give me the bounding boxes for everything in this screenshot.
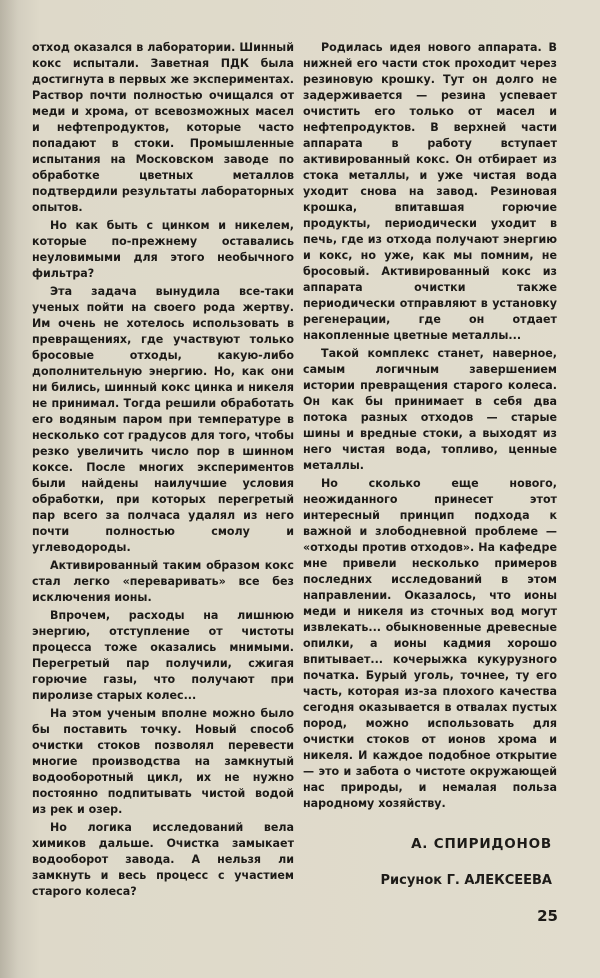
- left-text-column: [32, 40, 294, 902]
- author-signature: А. СПИРИДОНОВ: [411, 836, 552, 852]
- paragraph: Но как быть с цинком и никелем, которые по-прежнему оставались неуловимыми для этого необычного фильтра?: [32, 219, 294, 280]
- illustration-credit: Рисунок Г. АЛЕКСЕЕВА: [380, 873, 552, 888]
- paragraph: Родилась идея нового аппарата. В нижней его части сток проходит через резиновую крошку. Тут он долго не задерживается — резина успевает очистить его только от масел и нефтепродуктов. В верхней части аппарата в работу вступает активированный кокс. Он отбирает из стока металлы, и уже чистая вода уходит снова на завод. Резиновая крошка, впитавшая горючие продукты, периодически уходит в печь, где из отхода получают энергию и кокс, но уже, как мы помним, не бросовый. Активированный кокс из аппарата очистки также периодически отправляют в установку регенерации, где он отдает накопленные цветные металлы...: [303, 41, 557, 342]
- paragraph: Но логика исследований вела химиков дальше. Очистка замыкает водооборот завода. А нельзя ли замкнуть и весь процесс с участием старого колеса?: [32, 821, 294, 898]
- paragraph: Впрочем, расходы на лишнюю энергию, отступление от чистоты процесса тоже оказались мнимыми. Перегретый пар получили, сжигая горючие газы, что получают при пиролизе старых колес...: [32, 609, 294, 702]
- paragraph: Эта задача вынудила все-таки ученых пойти на своего рода жертву. Им очень не хотелось использовать в превращениях, где участвуют только бросовые отходы, какую-либо дополнительную энергию. Но, как они ни бились, шинный кокс цинка и никеля не принимал. Тогда решили обработать его водяным паром при температуре в несколько сот градусов для того, чтобы резко увеличить число пор в шинном коксе. После многих экспериментов были найдены наилучшие условия обработки, при которых перегретый пар всего за полчаса удалял из него почти полностью смолу и углеводороды.: [32, 285, 294, 554]
- right-text-column: [303, 40, 557, 814]
- paragraph: Активированный таким образом кокс стал легко «переваривать» все без исключения ионы.: [32, 559, 294, 604]
- paragraph: Но сколько еще нового, неожиданного принесет этот интересный принцип подхода к важной и злободневной проблеме — «отходы против отходов». На кафедре мне привели несколько примеров последних исследований в этом направлении. Оказалось, что ионы меди и никеля из сточных вод могут извлекать... обыкновенные древесные опилки, а ионы кадмия хорошо впитывает... кочерыжка кукурузного початка. Бурый уголь, точнее, ту его часть, которая из-за плохого качества сегодня оказывается в отвалах пустых пород, можно использовать для очистки стоков от ионов хрома и никеля. И каждое подобное открытие — это и забота о чистоте окружающей нас природы, и немалая польза народному хозяйству.: [303, 477, 557, 810]
- paragraph: На этом ученым вполне можно было бы поставить точку. Новый способ очистки стоков позволял перевести многие производства на замкнутый водооборотный цикл, их не нужно постоянно подпитывать чистой водой из рек и озер.: [32, 707, 294, 816]
- paragraph: отход оказался в лаборатории. Шинный кокс испытали. Заветная ПДК была достигнута в первых же экспериментах. Раствор почти полностью очищался от меди и хрома, от всевозможных масел и нефтепродуктов, которые часто попадают в стоки. Промышленные испытания на Московском заводе по обработке цветных металлов подтвердили результаты лабораторных опытов.: [32, 41, 294, 214]
- page-number: 25: [537, 907, 558, 925]
- paragraph: Такой комплекс станет, наверное, самым логичным завершением истории превращения старого колеса. Он как бы принимает в себя два потока разных отходов — старые шины и вредные стоки, а выходят из него чистая вода, топливо, ценные металлы.: [303, 347, 557, 472]
